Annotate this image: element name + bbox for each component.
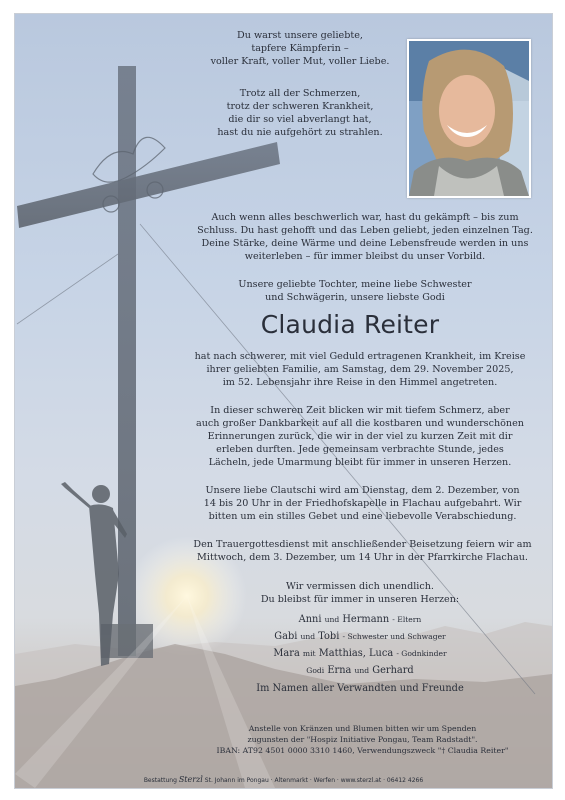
text-line: Schluss. Du hast gehofft und das Leben geliebt, jeden einzelnen Tag. bbox=[197, 225, 533, 236]
text-line: Unsere geliebte Tochter, meine liebe Schwester bbox=[238, 279, 472, 290]
funeral-home-footer bbox=[15, 775, 552, 784]
family-name: Gabi bbox=[274, 631, 298, 642]
family-parents bbox=[200, 614, 520, 625]
relationship-label: - Eltern bbox=[392, 615, 422, 624]
text-line: im 52. Lebensjahr ihre Reise in den Himmel angetreten. bbox=[222, 377, 498, 388]
text-line: trotz der schweren Krankheit, bbox=[226, 101, 374, 112]
text-line: und Schwägerin, unsere liebste Godi bbox=[265, 292, 445, 303]
text-line: Auch wenn alles beschwerlich war, hast du gekämpft – bis zum bbox=[211, 212, 519, 223]
relationship-label: Godi bbox=[306, 666, 325, 675]
donation-request bbox=[180, 723, 545, 756]
text-line: Erinnerungen zurück, die wir in der viel zu kurzen Zeit mit dir bbox=[207, 431, 513, 442]
text-line: hast du nie aufgehört zu strahlen. bbox=[217, 127, 383, 138]
text-line: Du bleibst für immer in unseren Herzen: bbox=[260, 594, 460, 605]
text-line: Den Trauergottesdienst mit anschließender Beisetzung feiern wir am bbox=[193, 539, 532, 550]
text-line: auch großer Dankbarkeit auf all die kostbaren und wunderschönen bbox=[196, 418, 524, 429]
obituary-card bbox=[14, 13, 553, 789]
portrait-photo bbox=[407, 39, 531, 198]
text-line: weiterleben – für immer bleibst du unser Vorbild. bbox=[244, 251, 486, 262]
death-announcement bbox=[185, 350, 535, 389]
deceased-name: Claudia Reiter bbox=[260, 310, 440, 339]
text-line: Mittwoch, dem 3. Dezember, um 14 Uhr in der Pfarrkirche Flachau. bbox=[197, 552, 528, 563]
family-name: Luca bbox=[369, 648, 394, 659]
relationship-label: - Schwester und Schwager bbox=[342, 632, 446, 641]
text-line: In dieser schweren Zeit blicken wir mit tiefem Schmerz, aber bbox=[210, 405, 510, 416]
family-name: Matthias, bbox=[318, 648, 366, 659]
text-line: Unsere liebe Clautschi wird am Dienstag, dem 2. Dezember, von bbox=[205, 485, 520, 496]
funeral-info bbox=[185, 538, 540, 564]
family-name: Tobi bbox=[318, 631, 340, 642]
text-line: IBAN: AT92 4501 0000 3310 1460, Verwendungszweck "† Claudia Reiter" bbox=[216, 746, 509, 755]
text-line: bitten um ein stilles Gebet und eine liebevolle Verabschiedung. bbox=[208, 511, 517, 522]
tribute-paragraph bbox=[195, 211, 535, 263]
family-name: Hermann bbox=[342, 614, 390, 625]
family-siblings bbox=[200, 631, 520, 642]
family-godchildren bbox=[200, 648, 520, 659]
family-name: Mara bbox=[273, 648, 300, 659]
footer-contact: St. Johann im Pongau · Altenmarkt · Werfen · www.sterzl.at · 06412 4266 bbox=[204, 777, 424, 784]
relationship-label: - Godnkinder bbox=[396, 649, 447, 658]
text-line: erleben durften. Jede gemeinsam verbrachte Stunde, jedes bbox=[216, 444, 504, 455]
text-line: Lächeln, jede Umarmung bleibt für immer in unseren Herzen. bbox=[208, 457, 512, 468]
connector-text: mit bbox=[302, 649, 316, 658]
family-name: Anni bbox=[298, 614, 322, 625]
text-line: 14 bis 20 Uhr in der Friedhofskapelle in Flachau aufgebahrt. Wir bbox=[203, 498, 522, 509]
family-name: Gerhard bbox=[372, 665, 414, 676]
text-line: Wir vermissen dich unendlich. bbox=[286, 581, 434, 592]
text-line: Du warst unsere geliebte, bbox=[237, 30, 363, 41]
viewing-info bbox=[190, 484, 535, 523]
text-line: voller Kraft, voller Mut, voller Liebe. bbox=[210, 56, 390, 67]
family-intro bbox=[200, 278, 510, 304]
text-line: hat nach schwerer, mit viel Geduld ertragenen Krankheit, im Kreise bbox=[194, 351, 526, 362]
grief-paragraph bbox=[190, 404, 530, 469]
connector-text: und bbox=[354, 666, 370, 675]
poem-stanza-1 bbox=[200, 29, 400, 68]
text-line: Anstelle von Kränzen und Blumen bitten wir um Spenden bbox=[248, 724, 477, 733]
family-godparents bbox=[200, 665, 520, 676]
connector-text: und bbox=[300, 632, 316, 641]
text-line: zugunsten der "Hospiz Initiative Pongau, Team Radstadt". bbox=[247, 735, 478, 744]
footer-prefix: Bestattung bbox=[143, 777, 177, 784]
text-line: Deine Stärke, deine Wärme und deine Lebensfreude werden in uns bbox=[201, 238, 529, 249]
text-line: tapfere Kämpferin – bbox=[251, 43, 349, 54]
family-all: Im Namen aller Verwandten und Freunde bbox=[256, 683, 464, 694]
funeral-home-logo: Sterzl bbox=[178, 775, 203, 784]
text-line: Trotz all der Schmerzen, bbox=[239, 88, 361, 99]
family-name: Erna bbox=[327, 665, 352, 676]
text-line: ihrer geliebten Familie, am Samstag, dem 29. November 2025, bbox=[206, 364, 514, 375]
poem-stanza-2 bbox=[200, 87, 400, 139]
connector-text: und bbox=[324, 615, 340, 624]
text-line: die dir so viel abverlangt hat, bbox=[228, 114, 372, 125]
miss-you-lines bbox=[200, 580, 520, 606]
